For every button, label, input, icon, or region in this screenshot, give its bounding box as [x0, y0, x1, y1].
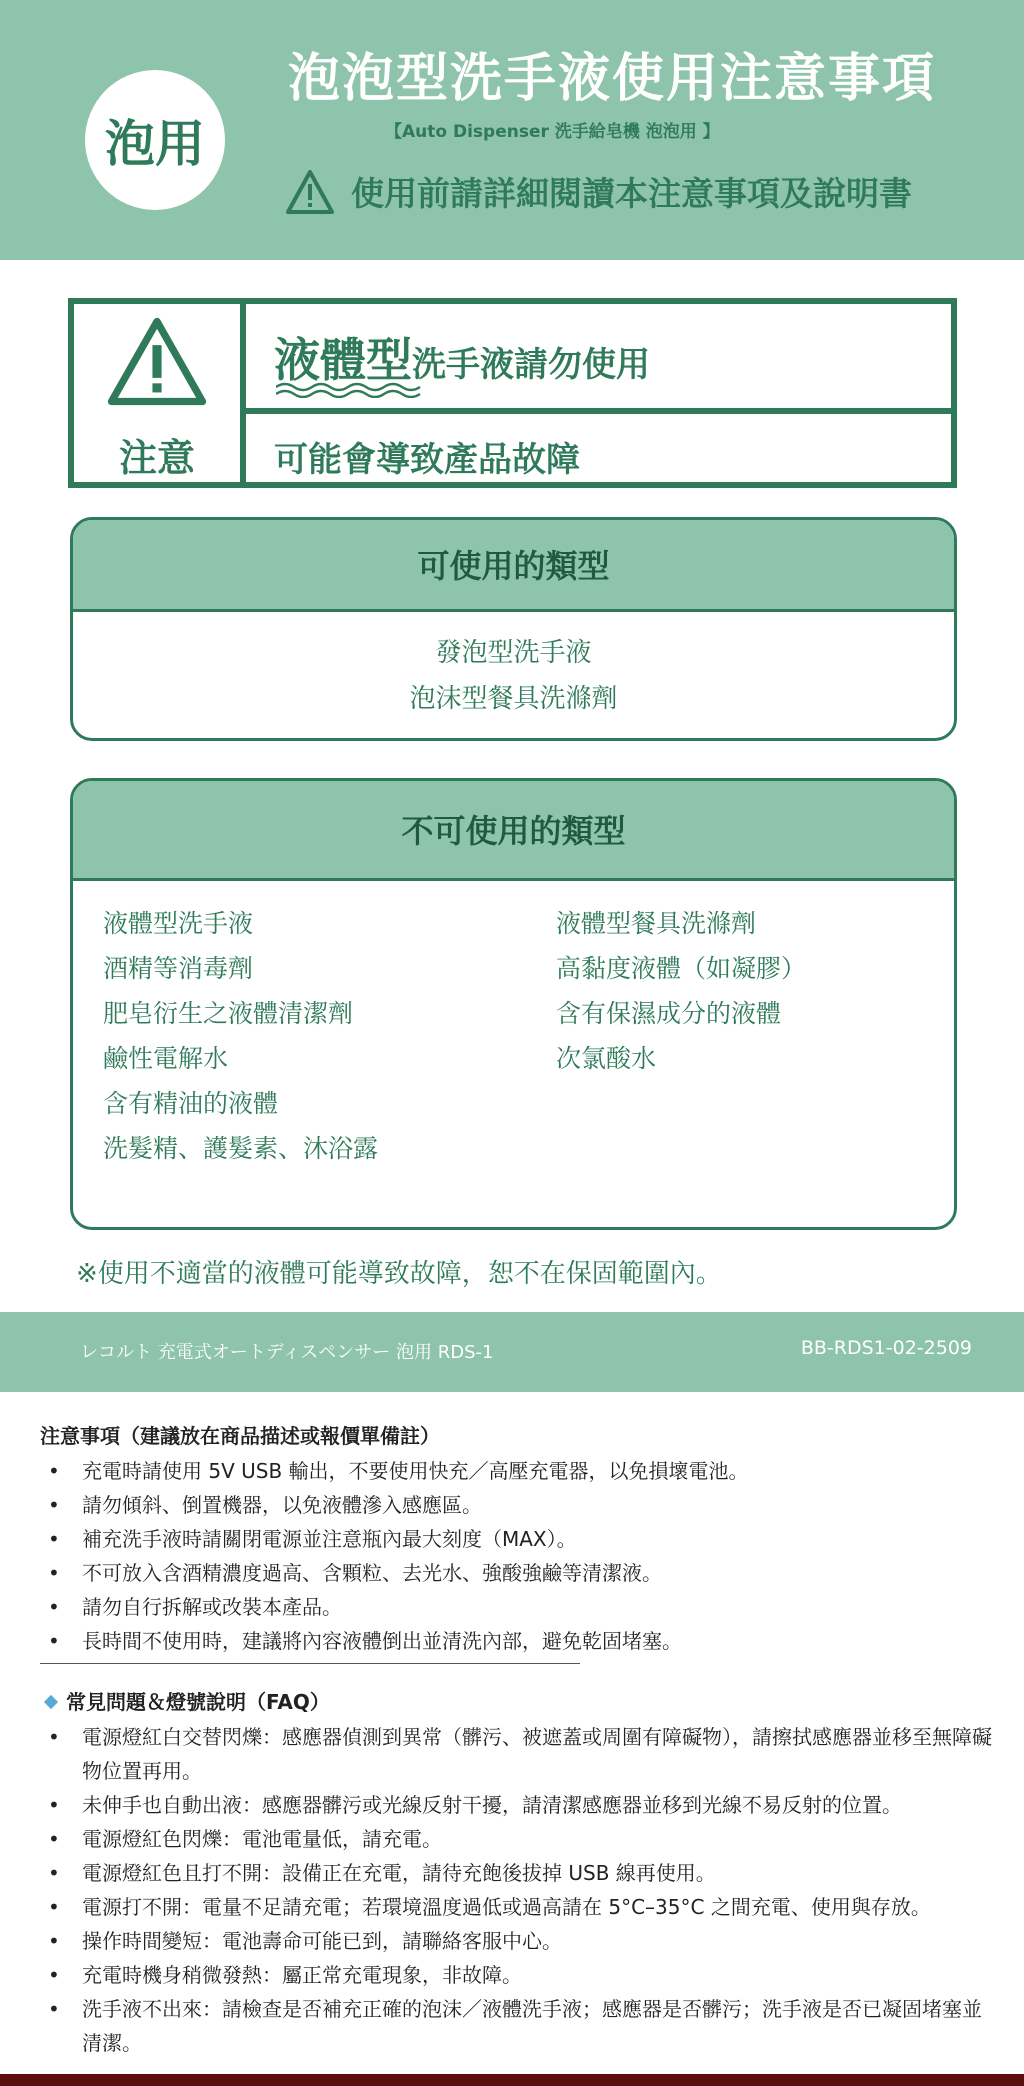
- caution-headline-rest: 洗手液請勿使用: [412, 345, 650, 385]
- list-item: • 充電時請使用 5V USB 輸出，不要使用快充／高壓充電器，以免損壞電池。: [40, 1454, 1000, 1488]
- list-item: 液體型洗手液: [103, 909, 254, 938]
- faq-heading: [40, 1684, 1000, 1720]
- faq-list: [40, 1720, 1000, 2060]
- caution-consequence: 可能會導致產品故障: [274, 440, 580, 480]
- warranty-note: ※使用不適當的液體可能導致故障，恕不在保固範圍內。: [76, 1259, 722, 1289]
- caution-headline: [274, 324, 650, 390]
- caution-emphasis: 液體型: [274, 333, 412, 387]
- list-item: • 操作時間變短：電池壽命可能已到，請聯絡客服中心。: [40, 1924, 1000, 1958]
- page-subtitle: 【Auto Dispenser 洗手給皂機 泡泡用 】: [385, 122, 720, 142]
- unusable-left-column: [103, 901, 378, 1171]
- faq-title: 常見問題＆燈號說明（FAQ）: [66, 1690, 330, 1714]
- list-item: • 請勿傾斜、倒置機器，以免液體滲入感應區。: [40, 1488, 1000, 1522]
- list-item: 洗髮精、護髮素、沐浴露: [103, 1134, 379, 1163]
- page-title: 泡泡型洗手液使用注意事項: [288, 49, 937, 109]
- usable-types-list: [73, 612, 954, 722]
- caution-message-cell: [246, 304, 951, 482]
- list-item: • 未伸手也自動出液：感應器髒污或光線反射干擾，請清潔感應器並移到光線不易反射的位置。: [40, 1788, 1000, 1822]
- list-item: • 電源燈紅色且打不開：設備正在充電，請待充飽後拔掉 USB 線再使用。: [40, 1856, 1000, 1890]
- unusable-right-column: [556, 901, 806, 1081]
- list-item: • 長時間不使用時，建議將內容液體倒出並清洗內部，避免乾固堵塞。: [40, 1624, 1000, 1658]
- list-item: • 充電時機身稍微發熱：屬正常充電現象，非故障。: [40, 1958, 1000, 1992]
- wavy-underline: [276, 382, 426, 398]
- caution-label: 注意: [118, 436, 195, 480]
- diamond-bullet-icon: [44, 1695, 58, 1709]
- usable-types-title: 可使用的類型: [73, 520, 954, 612]
- list-item: 鹼性電解水: [103, 1044, 229, 1073]
- list-item: • 請勿自行拆解或改裝本產品。: [40, 1590, 1000, 1624]
- list-item: 發泡型洗手液: [435, 638, 592, 668]
- list-item: • 電源打不開：電量不足請充電；若環境溫度過低或過高請在 5°C–35°C 之間充電、使用與存放。: [40, 1890, 1000, 1924]
- caution-divider: [246, 408, 951, 414]
- list-item: • 電源燈紅白交替閃爍：感應器偵測到異常（髒污、被遮蓋或周圍有障礙物），請擦拭感應器並移至無障礙物位置再用。: [40, 1720, 1000, 1788]
- list-item: 泡沫型餐具洗滌劑: [409, 684, 618, 714]
- header-band: [0, 0, 1024, 260]
- warning-triangle-icon: [285, 169, 335, 215]
- read-instructions-warning: [285, 168, 912, 215]
- list-item: 次氯酸水: [556, 1044, 657, 1073]
- unusable-types-title: 不可使用的類型: [73, 781, 954, 881]
- document-code: BB-RDS1-02-2509: [800, 1337, 972, 1359]
- caution-label-cell: [74, 304, 246, 482]
- footer-band: [0, 1312, 1024, 1392]
- product-name: レコルト 充電式オートディスペンサー 泡用 RDS-1: [80, 1342, 494, 1363]
- notes-section: [40, 1418, 1000, 1658]
- bottom-edge-bar: [0, 2074, 1024, 2086]
- notes-list: [40, 1454, 1000, 1658]
- unusable-types-card: [70, 778, 957, 1230]
- section-divider: [40, 1663, 580, 1664]
- faq-section: [40, 1684, 1000, 2060]
- list-item: • 電源燈紅色閃爍：電池電量低，請充電。: [40, 1822, 1000, 1856]
- list-item: 含有保濕成分的液體: [556, 999, 782, 1028]
- list-item: 液體型餐具洗滌劑: [556, 909, 757, 938]
- list-item: • 補充洗手液時請關閉電源並注意瓶內最大刻度（MAX）。: [40, 1522, 1000, 1556]
- usable-types-card: [70, 517, 957, 741]
- list-item: 高黏度液體（如凝膠）: [556, 954, 807, 983]
- caution-box: [68, 298, 957, 488]
- list-item: • 洗手液不出來：請檢查是否補充正確的泡沫／液體洗手液；感應器是否髒污；洗手液是否已凝固堵塞並清潔。: [40, 1992, 1000, 2060]
- list-item: 肥皂衍生之液體清潔劑: [103, 999, 354, 1028]
- list-item: 酒精等消毒劑: [103, 954, 254, 983]
- warning-triangle-icon: [101, 316, 213, 407]
- read-warning-text: 使用前請詳細閱讀本注意事項及說明書: [351, 174, 912, 213]
- foam-badge: 泡用: [85, 70, 225, 210]
- list-item: • 不可放入含酒精濃度過高、含顆粒、去光水、強酸強鹼等清潔液。: [40, 1556, 1000, 1590]
- list-item: 含有精油的液體: [103, 1089, 279, 1118]
- notes-title: 注意事項（建議放在商品描述或報價單備註）: [40, 1424, 440, 1448]
